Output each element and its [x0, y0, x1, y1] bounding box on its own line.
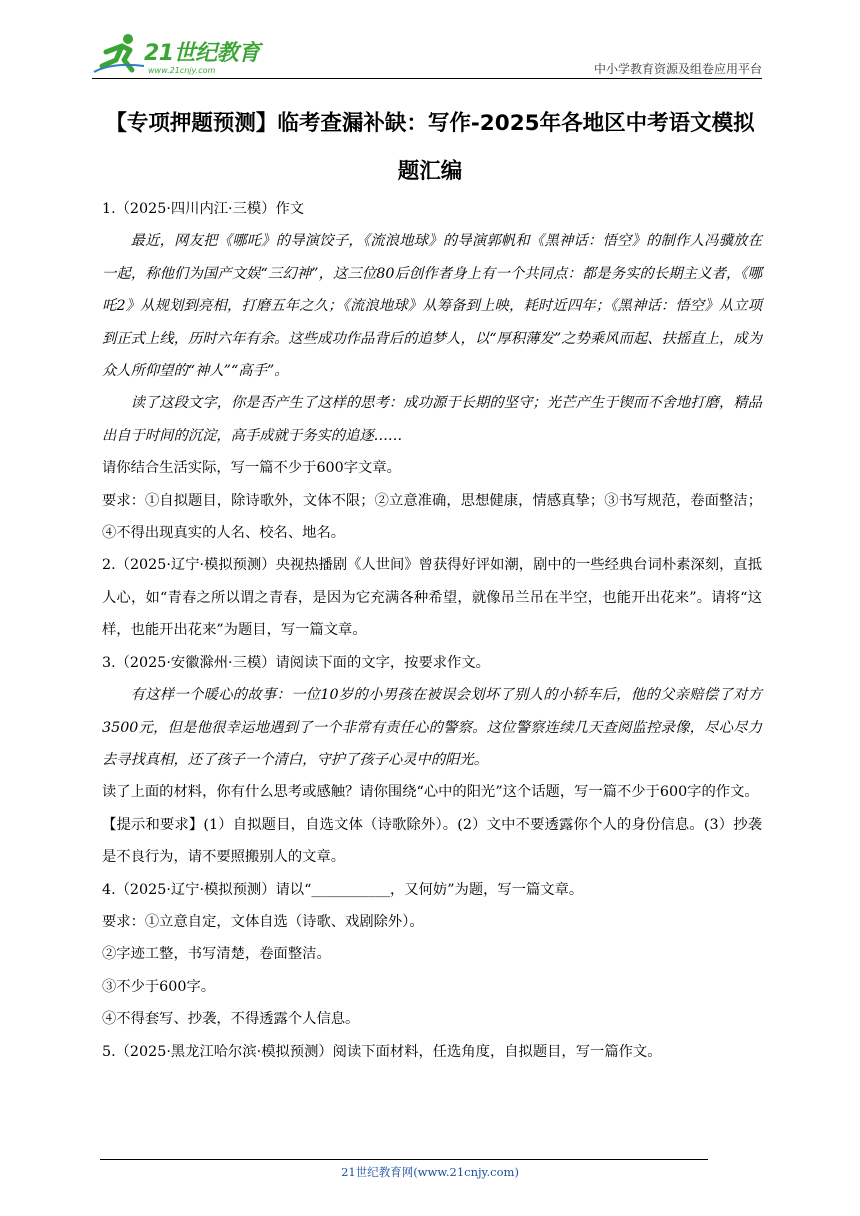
- page-title: 【专项押题预测】临考查漏补缺：写作-2025年各地区中考语文模拟题汇编: [105, 111, 755, 184]
- logo: [92, 36, 262, 74]
- question-3-head: 3.（2025·安徽滁州·三模）请阅读下面的文字，按要求作文。: [102, 654, 490, 671]
- question-1-task: 请你结合生活实际，写一篇不少于600字文章。: [102, 460, 401, 477]
- question-1-requirements: 要求：①自拟题目，除诗歌外，文体不限；②立意准确，思想健康，情感真挚；③书写规范，卷面整洁；④不得出现真实的人名、校名、地名。: [102, 492, 762, 542]
- question-1-head: 1.（2025·四川内江·三模）作文: [102, 201, 305, 217]
- question-4-req-1: 要求：①立意自定，文体自选（诗歌、戏剧除外）。: [102, 913, 424, 930]
- question-4-req-3: ③不少于600字。: [102, 978, 216, 995]
- question-4-req-4: ④不得套写、抄袭，不得透露个人信息。: [102, 1011, 360, 1028]
- question-1-material-1: 最近，网友把《哪吒》的导演饺子，《流浪地球》的导演郭帆和《黑神话：悟空》的制作人冯骥放在一起，称他们为国产文娱“三幻神”，这三位80后创作者身上有一个共同点：都是务实的长期主义者，《哪吒2》从规划到亮相，打磨五年之久；《流浪地球》从筹备到上映，耗时近四年；《黑神话：悟空》从立项到正式上线，历时六年有余。这些成功作品背后的追梦人，以“厚积薄发”之势乘风而起、扶摇直上，成为众人所仰望的“神人”“高手”。: [102, 233, 762, 380]
- logo-url: www.21cnjy.com: [148, 66, 216, 75]
- runner-logo-icon: [92, 32, 146, 74]
- footer-divider: [100, 1159, 708, 1160]
- question-3-task: 读了上面的材料，你有什么思考或感触？请你围绕“心中的阳光”这个话题，写一篇不少于600字的作文。: [102, 784, 759, 801]
- question-1-material-2: 读了这段文字，你是否产生了这样的思考：成功源于长期的坚守；光芒产生于锲而不舍地打磨，精品出自于时间的沉淀，高手成就于务实的追逐……: [102, 395, 762, 444]
- document-body: [102, 193, 762, 1068]
- logo-text: 21世纪教育: [144, 41, 260, 66]
- platform-name: 中小学教育资源及组卷应用平台: [593, 62, 762, 76]
- question-4-req-2: ②字迹工整，书写清楚，卷面整洁。: [102, 946, 331, 963]
- page-footer: 21世纪教育网(www.21cnjy.com): [341, 1165, 519, 1179]
- question-5-head: 5.（2025·黑龙江哈尔滨·模拟预测）阅读下面材料，任选角度，自拟题目，写一篇作文。: [102, 1043, 662, 1060]
- header-divider: [92, 78, 762, 79]
- question-2-text: 2.（2025·辽宁·模拟预测）央视热播剧《人世间》曾获得好评如潮，剧中的一些经典台词朴素深刻，直抵人心，如“青春之所以谓之青春，是因为它充满各种希望，就像吊兰吊在半空，也能开出花来”。请将“这样，也能开出花来”为题目，写一篇文章。: [102, 557, 762, 639]
- question-3-tips: 【提示和要求】(1）自拟题目，自选文体（诗歌除外）。(2）文中不要透露你个人的身份信息。(3）抄袭是不良行为，请不要照搬别人的文章。: [102, 816, 762, 866]
- page-header: [92, 30, 762, 82]
- question-3-material: 有这样一个暖心的故事：一位10岁的小男孩在被误会划坏了别人的小轿车后，他的父亲赔偿了对方3500元，但是他很幸运地遇到了一个非常有责任心的警察。这位警察连续几天查阅监控录像，尽心尽力去寻找真相，还了孩子一个清白，守护了孩子心灵中的阳光。: [102, 687, 762, 768]
- question-4-head: 4.（2025·辽宁·模拟预测）请以“___________，又何妨”为题，写一篇文章。: [102, 881, 584, 898]
